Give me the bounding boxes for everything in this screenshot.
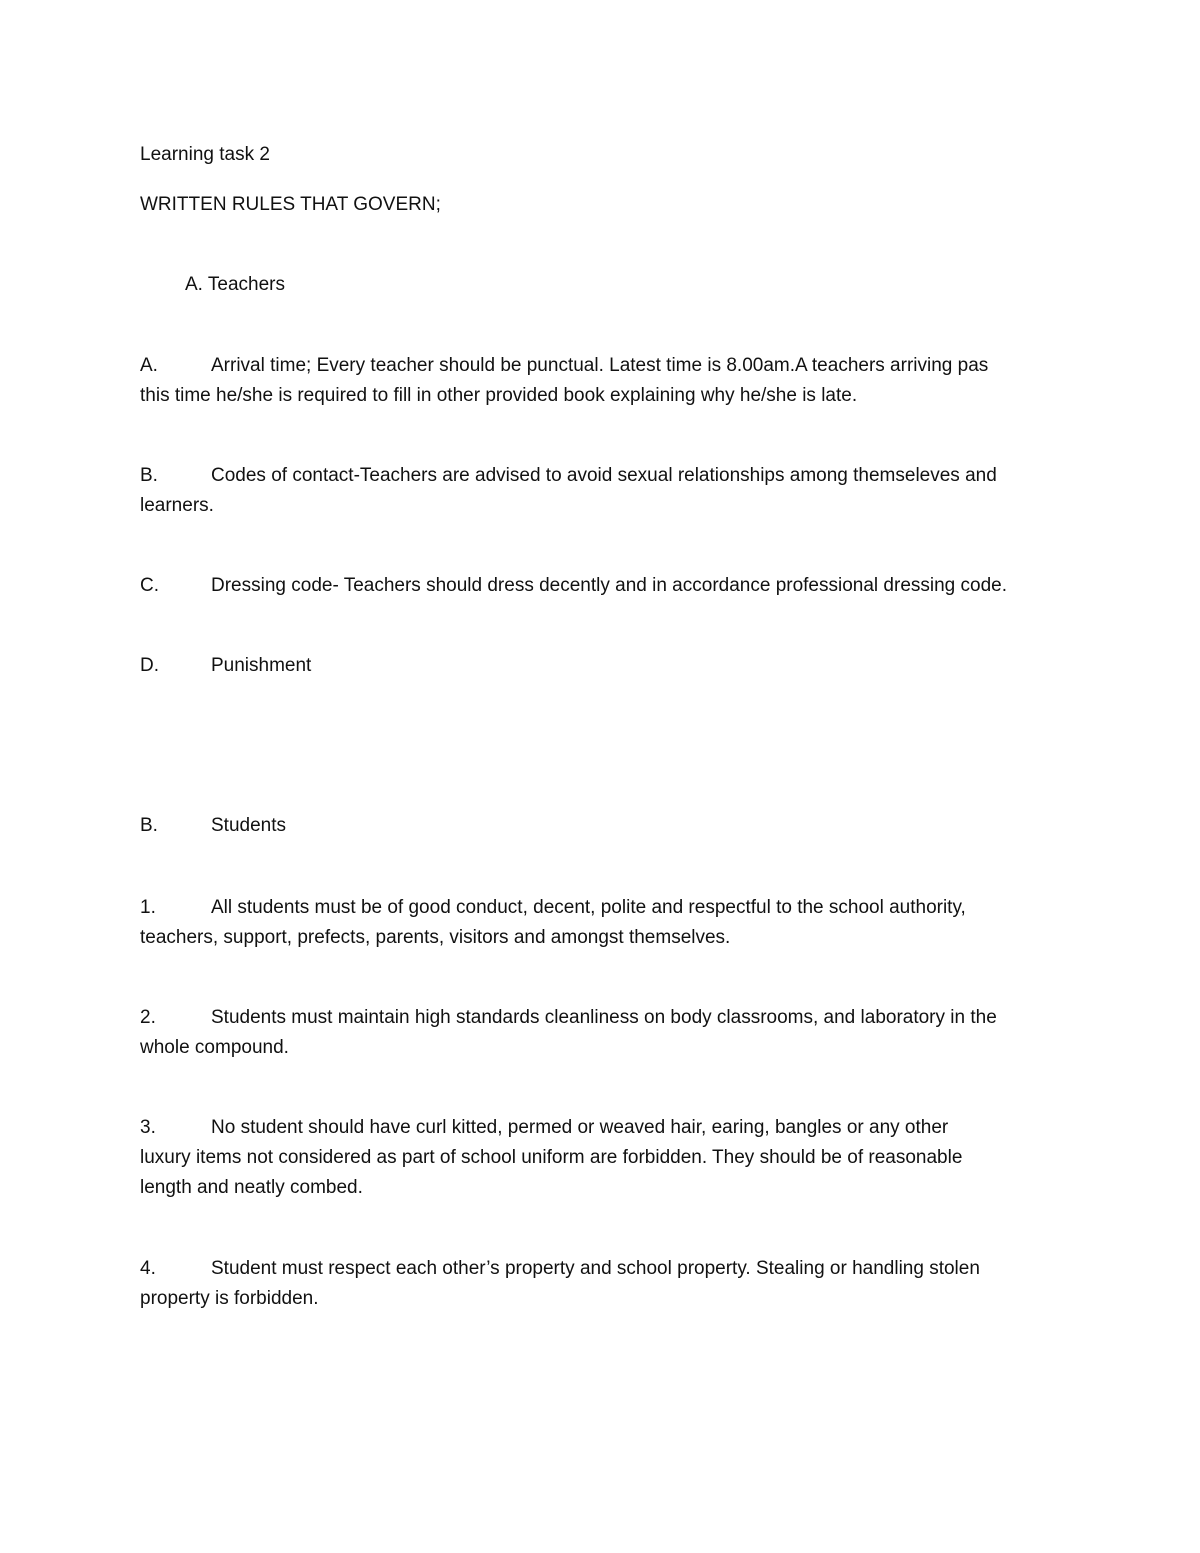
rule-text-line: All students must be of good conduct, decent, polite and respectful to the school authority,	[211, 897, 966, 918]
document-title: Learning task 2	[140, 144, 270, 165]
rule-marker: 4.	[140, 1258, 156, 1279]
section-heading-students	[140, 811, 1055, 841]
rule-text-line: teachers, support, prefects, parents, visitors and amongst themselves.	[140, 927, 731, 948]
rule-marker: D.	[140, 655, 159, 676]
rule-text-line: Students must maintain high standards cleanliness on body classrooms, and laboratory in the	[211, 1007, 997, 1028]
teacher-rule-c	[140, 571, 1055, 601]
section-marker: B.	[140, 815, 158, 836]
rule-marker: 3.	[140, 1117, 156, 1138]
student-rule-3	[140, 1113, 1055, 1203]
rule-marker: A.	[140, 355, 158, 376]
rule-text-line: Codes of contact-Teachers are advised to avoid sexual relationships among themseleves and	[211, 465, 997, 486]
student-rule-1	[140, 893, 1055, 953]
rule-text-line: learners.	[140, 495, 214, 516]
rule-marker: 1.	[140, 897, 156, 918]
rule-text-line: length and neatly combed.	[140, 1177, 363, 1198]
rule-text-line: whole compound.	[140, 1037, 289, 1058]
rule-text-line: Student must respect each other’s property and school property. Stealing or handling stolen	[211, 1258, 980, 1279]
teacher-rule-a	[140, 351, 1055, 411]
rule-marker: 2.	[140, 1007, 156, 1028]
student-rule-4	[140, 1254, 1055, 1314]
section-label: Students	[211, 815, 286, 836]
rule-text-line: property is forbidden.	[140, 1288, 319, 1309]
rule-text-line: luxury items not considered as part of school uniform are forbidden. They should be of reasonable	[140, 1147, 963, 1168]
teacher-rule-b	[140, 461, 1055, 521]
teacher-rule-d	[140, 651, 1055, 681]
rule-text-line: Dressing code- Teachers should dress decently and in accordance professional dressing code.	[211, 575, 1007, 596]
rule-text-line: Punishment	[211, 655, 312, 676]
student-rule-2	[140, 1003, 1055, 1063]
rule-marker: B.	[140, 465, 158, 486]
rule-text-line: No student should have curl kitted, permed or weaved hair, earing, bangles or any other	[211, 1117, 949, 1138]
rule-text-line: Arrival time; Every teacher should be punctual. Latest time is 8.00am.A teachers arriving pas	[211, 355, 989, 376]
rule-marker: C.	[140, 575, 159, 596]
document-subtitle: WRITTEN RULES THAT GOVERN;	[140, 194, 441, 215]
section-heading-teachers: A. Teachers	[185, 274, 285, 295]
rule-text-line: this time he/she is required to fill in other provided book explaining why he/she is late.	[140, 385, 858, 406]
